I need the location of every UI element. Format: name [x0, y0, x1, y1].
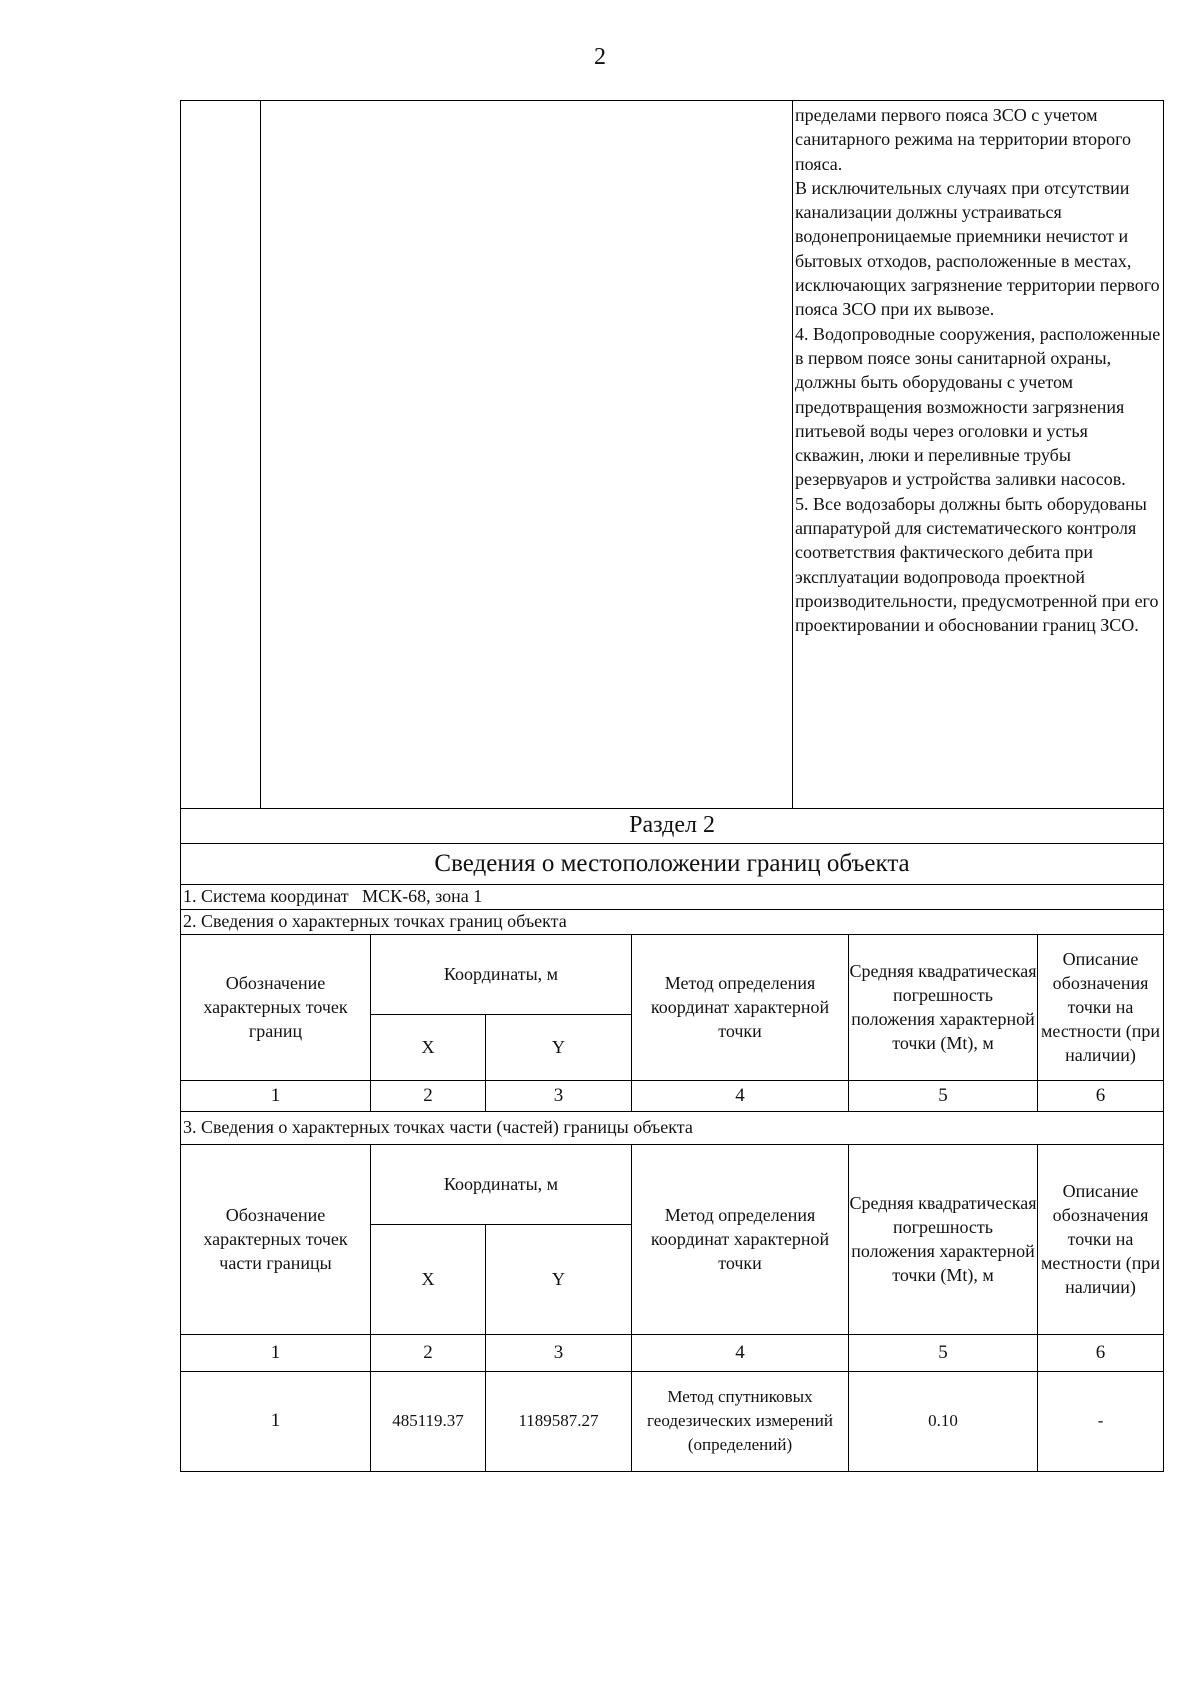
t2-col-number: 3: [486, 1080, 632, 1111]
point-designation: 1: [181, 1371, 371, 1471]
point-method: Метод спутниковых геодезических измерений (определений): [632, 1371, 849, 1471]
regime-paragraph-2: В исключительных случаях при отсутствии канализации должны устраиваться водонепроницаемые приемники нечистот и бытовых отходов, расположенные в местах, исключающих загрязнение территории первого пояса ЗСО при их вывозе.: [795, 177, 1160, 320]
continuation-table: [180, 100, 1164, 809]
t3-header-designation: Обозначение характерных точек части границы: [181, 1144, 371, 1334]
t2-header-designation: Обозначение характерных точек границ: [181, 934, 371, 1080]
t3-header-error: Средняя квадратическая погрешность положения характерной точки (Mt), м: [849, 1144, 1038, 1334]
t3-header-description: Описание обозначения точки на местности (при наличии): [1038, 1144, 1164, 1334]
t2-col-number: 5: [849, 1080, 1038, 1111]
t3-col-number: 1: [181, 1334, 371, 1371]
t3-col-number: 2: [371, 1334, 486, 1371]
table-row: [181, 1371, 1164, 1471]
coordinate-system-value: МСК-68, зона 1: [362, 886, 483, 906]
coordinate-system-label: 1. Система координат: [183, 886, 349, 906]
t2-header-y: Y: [486, 1014, 632, 1080]
regime-paragraph-4: 5. Все водозаборы должны быть оборудованы аппаратурой для систематического контроля соответствия фактического дебита при эксплуатации водопровода проектной производительности, предусмотренной при его проектировании и обосновании границ ЗСО.: [795, 493, 1159, 636]
t3-header-y: Y: [486, 1224, 632, 1334]
empty-cell-1: [181, 101, 261, 809]
document-frame: [180, 100, 1163, 1472]
section-title: Раздел 2: [181, 808, 1164, 843]
t2-col-number: 1: [181, 1080, 371, 1111]
empty-cell-2: [261, 101, 793, 809]
regime-text-cell: [793, 101, 1164, 809]
item-3-title: 3. Сведения о характерных точках части (частей) границы объекта: [181, 1111, 1164, 1144]
regime-paragraph-3: 4. Водопроводные сооружения, расположенные в первом поясе зоны санитарной охраны, должны быть оборудованы с учетом предотвращения возможности загрязнения питьевой воды через оголовки и устья скважин, люки и переливные трубы резервуаров и устройства заливки насосов.: [795, 323, 1161, 490]
t2-header-coords: Координаты, м: [371, 934, 632, 1014]
t3-header-coords: Координаты, м: [371, 1144, 632, 1224]
section-subtitle: Сведения о местоположении границ объекта: [181, 843, 1164, 884]
t3-header-method: Метод определения координат характерной точки: [632, 1144, 849, 1334]
page-number: 2: [594, 44, 606, 70]
point-error: 0.10: [849, 1371, 1038, 1471]
t3-header-x: X: [371, 1224, 486, 1334]
coordinate-system-row: [181, 884, 1164, 909]
t3-col-number: 6: [1038, 1334, 1164, 1371]
t2-header-method: Метод определения координат характерной точки: [632, 934, 849, 1080]
section-2-table: [180, 808, 1164, 1472]
t3-col-number: 5: [849, 1334, 1038, 1371]
t2-col-number: 6: [1038, 1080, 1164, 1111]
t2-col-number: 4: [632, 1080, 849, 1111]
t2-header-description: Описание обозначения точки на местности (при наличии): [1038, 934, 1164, 1080]
point-x: 485119.37: [371, 1371, 486, 1471]
regime-paragraph-1: пределами первого пояса ЗСО с учетом санитарного режима на территории второго пояса.: [795, 105, 1132, 174]
t3-col-number: 4: [632, 1334, 849, 1371]
t2-header-error: Средняя квадратическая погрешность положения характерной точки (Mt), м: [849, 934, 1038, 1080]
point-description: -: [1038, 1371, 1164, 1471]
point-y: 1189587.27: [486, 1371, 632, 1471]
t2-header-x: X: [371, 1014, 486, 1080]
t3-col-number: 3: [486, 1334, 632, 1371]
t2-col-number: 2: [371, 1080, 486, 1111]
item-2-title: 2. Сведения о характерных точках границ объекта: [181, 909, 1164, 934]
